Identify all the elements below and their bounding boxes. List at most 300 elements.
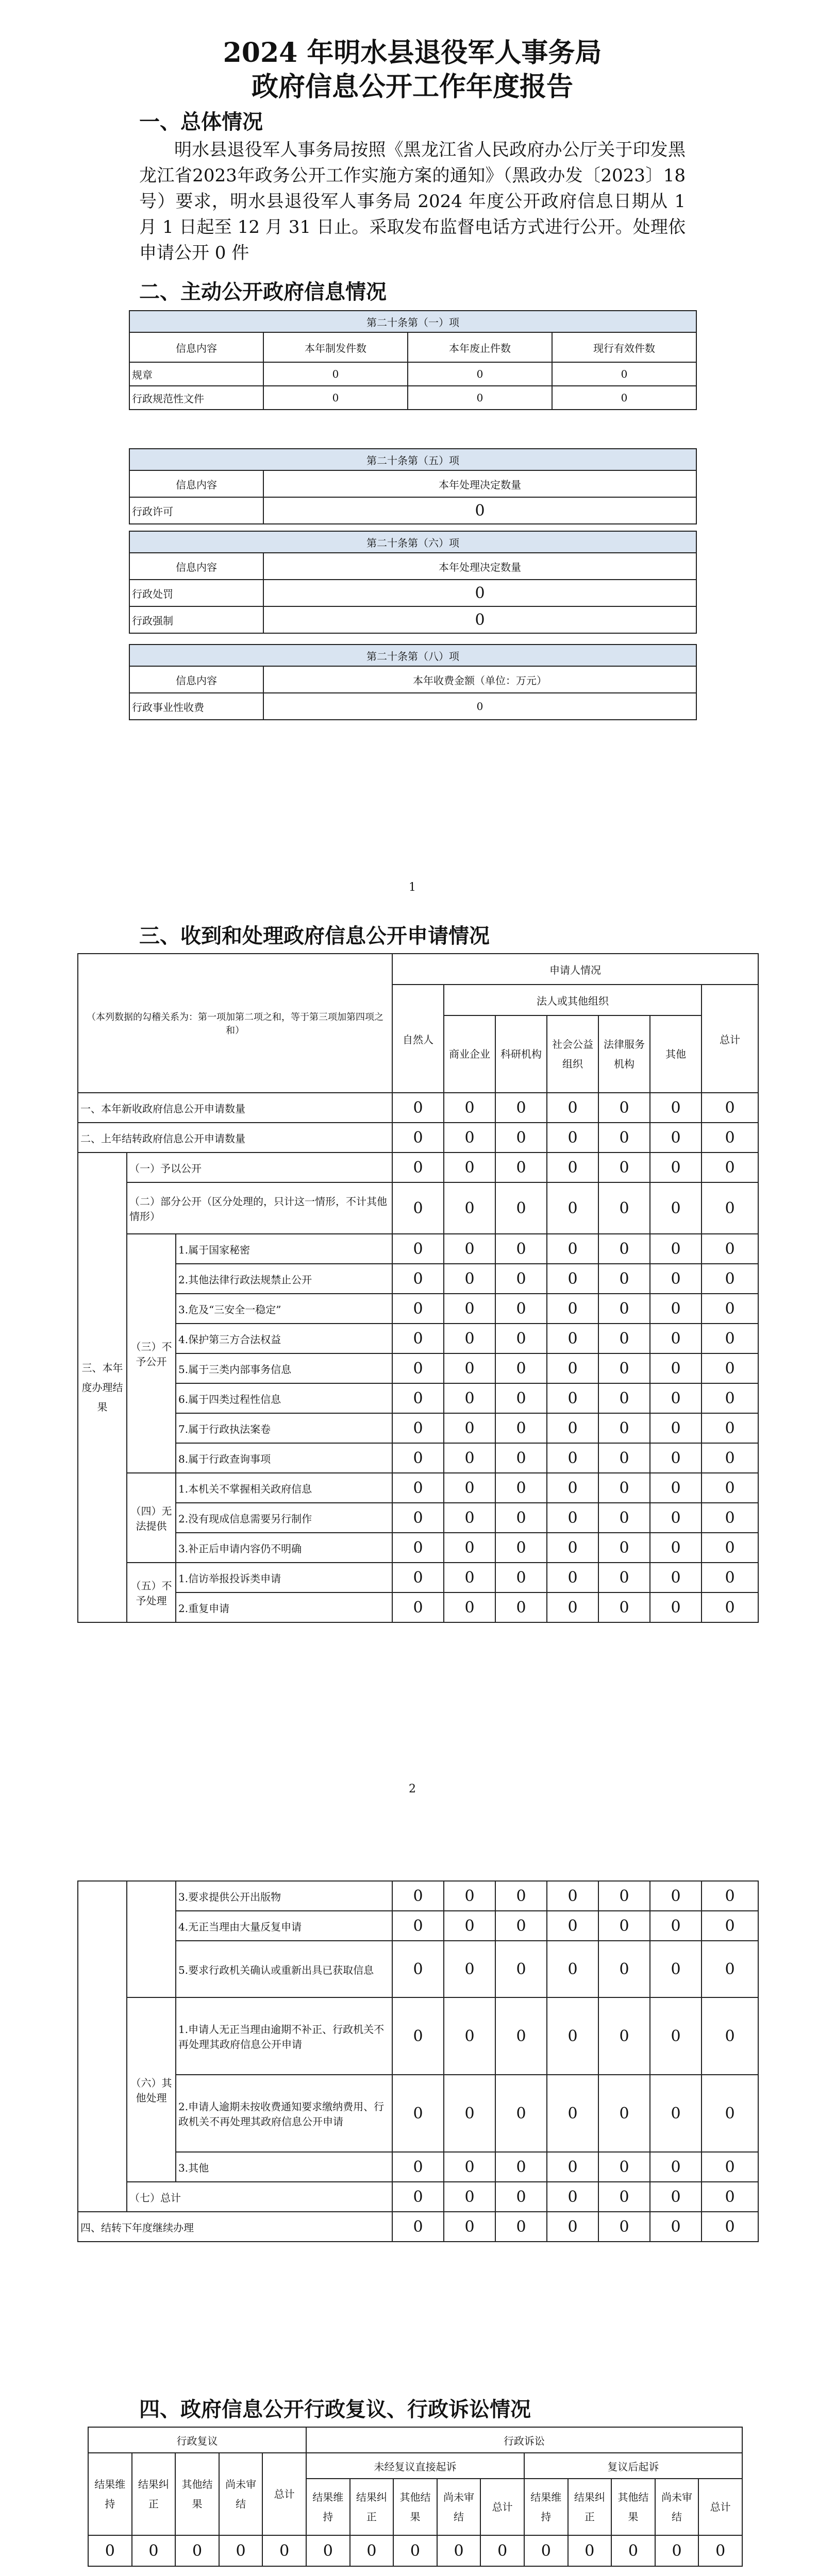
cell-value: 0: [495, 1413, 547, 1443]
cell-value: 0: [495, 1182, 547, 1234]
table-row: [78, 954, 758, 985]
subgroup-label: （六）其他处理: [127, 1997, 176, 2182]
col-header: 结果纠正: [350, 2479, 394, 2535]
cell-value: 0: [495, 1941, 547, 1997]
cell-value: 0: [650, 2212, 702, 2242]
cell-value: 0: [702, 1234, 758, 1264]
cell-value: 0: [547, 1911, 598, 1941]
cell-value: 0: [392, 1473, 444, 1503]
cell-value: 0: [702, 1592, 758, 1622]
cell-value: 0: [650, 1153, 702, 1182]
table-20-5: [129, 448, 697, 524]
cell-value: 0: [495, 2182, 547, 2212]
cell-value: 0: [263, 580, 696, 606]
row-label: 2.其他法律行政法规禁止公开: [176, 1264, 392, 1294]
cell-value: 0: [392, 1563, 444, 1592]
cell-value: 0: [495, 1383, 547, 1413]
cell-value: 0: [547, 1881, 598, 1911]
cell-value: 0: [598, 1563, 650, 1592]
table-20-6: [129, 531, 697, 634]
row-label: （七）总计: [127, 2182, 392, 2212]
table-title: 第二十条第（一）项: [129, 311, 696, 332]
row-label: 行政强制: [129, 606, 263, 633]
cell-value: 0: [547, 2212, 598, 2242]
col-header: 结果维持: [88, 2453, 132, 2535]
cell-value: 0: [444, 1264, 495, 1294]
row-label: 3.补正后申请内容仍不明确: [176, 1533, 392, 1563]
col-header: 其他结果: [611, 2479, 655, 2535]
cell-value: 0: [547, 1473, 598, 1503]
row-label: （一）予以公开: [127, 1153, 392, 1182]
row-label: 四、结转下年度继续办理: [78, 2212, 392, 2242]
col-header: 总计: [698, 2479, 742, 2535]
cell-value: 0: [444, 1533, 495, 1563]
row-label: 行政事业性收费: [129, 693, 263, 720]
cell-value: 0: [702, 1182, 758, 1234]
cell-value: 0: [702, 1324, 758, 1353]
row-label: （二）部分公开（区分处理的，只计这一情形，不计其他情形）: [127, 1182, 392, 1234]
cell-value: 0: [598, 1234, 650, 1264]
cell-value: 0: [444, 1353, 495, 1383]
cell-value: 0: [598, 2212, 650, 2242]
cell-value: 0: [650, 1353, 702, 1383]
cell-value: 0: [650, 1563, 702, 1592]
cell-value: 0: [495, 1353, 547, 1383]
table-row: [78, 2152, 758, 2182]
col-header: 本年废止件数: [408, 332, 552, 362]
cell-value: 0: [650, 1503, 702, 1533]
cell-value: 0: [392, 2075, 444, 2152]
col-header: 其他结果: [175, 2453, 219, 2535]
report-title-line2: 政府信息公开工作年度报告: [251, 71, 573, 103]
col-header: 本年处理决定数量: [263, 470, 696, 497]
cell-value: 0: [702, 2075, 758, 2152]
table-row: [78, 1413, 758, 1443]
cell-value: 0: [650, 1093, 702, 1123]
cell-value: 0: [650, 1911, 702, 1941]
cell-value: 0: [392, 1503, 444, 1533]
table-row: [78, 1881, 758, 1911]
cell-value: 0: [480, 2535, 524, 2566]
col-header: 总计: [702, 985, 758, 1093]
subgroup-label: （五）不予处理: [127, 1563, 176, 1622]
cell-value: 0: [547, 1413, 598, 1443]
cell-value: 0: [495, 1997, 547, 2075]
table-row: [78, 1443, 758, 1473]
row-label: 7.属于行政执法案卷: [176, 1413, 392, 1443]
cell-value: 0: [392, 1592, 444, 1622]
cell-value: 0: [132, 2535, 176, 2566]
cell-value: 0: [702, 1123, 758, 1153]
cell-value: 0: [392, 2182, 444, 2212]
cell-value: 0: [495, 1153, 547, 1182]
cell-value: 0: [495, 1563, 547, 1592]
cell-value: 0: [702, 2182, 758, 2212]
cell-value: 0: [598, 2075, 650, 2152]
cell-value: 0: [702, 1997, 758, 2075]
cell-value: 0: [495, 1473, 547, 1503]
cell-value: 0: [547, 1353, 598, 1383]
table-20-1: [129, 310, 697, 410]
col-header: 自然人: [392, 985, 444, 1093]
cell-value: 0: [263, 497, 696, 524]
cell-value: 0: [392, 1941, 444, 1997]
cell-value: 0: [444, 1443, 495, 1473]
table-row: [78, 1941, 758, 1997]
cell-value: 0: [650, 1997, 702, 2075]
cell-value: 0: [88, 2535, 132, 2566]
cell-value: 0: [547, 1234, 598, 1264]
cell-value: 0: [702, 1503, 758, 1533]
cell-value: 0: [598, 1353, 650, 1383]
row-label: 2.没有现成信息需要另行制作: [176, 1503, 392, 1533]
cell-value: 0: [650, 2182, 702, 2212]
cell-value: 0: [698, 2535, 742, 2566]
cell-value: 0: [495, 1503, 547, 1533]
row-label: 行政处罚: [129, 580, 263, 606]
cell-value: 0: [263, 386, 408, 410]
cell-value: 0: [392, 1353, 444, 1383]
row-label: 1.申请人无正当理由逾期不补正、行政机关不再处理其政府信息公开申请: [176, 1997, 392, 2075]
row-label: 3.危及“三安全一稳定”: [176, 1294, 392, 1324]
cell-value: 0: [702, 2152, 758, 2182]
cell-value: 0: [702, 1093, 758, 1123]
row-label: 5.属于三类内部事务信息: [176, 1353, 392, 1383]
table-review-litigation: [88, 2427, 743, 2567]
col-header: 信息内容: [129, 553, 263, 580]
cell-value: 0: [598, 1911, 650, 1941]
table-row: [78, 2212, 758, 2242]
row-label: 8.属于行政查询事项: [176, 1443, 392, 1473]
cell-value: 0: [650, 1324, 702, 1353]
cell-value: 0: [495, 1911, 547, 1941]
cell-value: 0: [263, 693, 696, 720]
cell-value: 0: [547, 1443, 598, 1473]
cell-value: 0: [392, 1533, 444, 1563]
cell-value: 0: [598, 2152, 650, 2182]
table-row: [78, 1324, 758, 1353]
cell-value: 0: [547, 1503, 598, 1533]
applicant-header: 申请人情况: [392, 954, 758, 985]
cell-value: 0: [408, 386, 552, 410]
cell-value: 0: [392, 1093, 444, 1123]
cell-value: 0: [444, 1324, 495, 1353]
row-label: 1.属于国家秘密: [176, 1234, 392, 1264]
cell-value: 0: [495, 2152, 547, 2182]
row-label: 规章: [129, 362, 263, 386]
table-row: [78, 1353, 758, 1383]
cell-value: 0: [444, 1911, 495, 1941]
cell-value: 0: [444, 1881, 495, 1911]
page-3: [0, 1844, 818, 2576]
cell-value: 0: [552, 386, 696, 410]
col-header: 现行有效件数: [552, 332, 696, 362]
table-row: [88, 2535, 742, 2566]
col-header: 结果维持: [524, 2479, 568, 2535]
cell-value: 0: [263, 606, 696, 633]
cell-value: 0: [495, 2212, 547, 2242]
row-label: 1.信访举报投诉类申请: [176, 1563, 392, 1592]
table-row: [88, 2453, 742, 2479]
cell-value: 0: [495, 1592, 547, 1622]
direct-litigation-header: 未经复议直接起诉: [306, 2453, 524, 2479]
cell-value: 0: [650, 1234, 702, 1264]
cell-value: 0: [437, 2535, 481, 2566]
cell-value: 0: [552, 362, 696, 386]
cell-value: 0: [495, 1093, 547, 1123]
cell-value: 0: [702, 1153, 758, 1182]
cell-value: 0: [175, 2535, 219, 2566]
col-header: 总计: [262, 2453, 306, 2535]
col-header: 本年制发件数: [263, 332, 408, 362]
cell-value: 0: [702, 1294, 758, 1324]
cell-value: 0: [702, 1383, 758, 1413]
cell-value: 0: [611, 2535, 655, 2566]
table-row: [78, 1563, 758, 1592]
row-label: 2.申请人逾期未按收费通知要求缴纳费用、行政机关不再处理其政府信息公开申请: [176, 2075, 392, 2152]
row-label: 行政规范性文件: [129, 386, 263, 410]
cell-value: 0: [650, 1881, 702, 1911]
section-2-heading: 二、主动公开政府信息情况: [139, 280, 387, 304]
cell-value: 0: [444, 1383, 495, 1413]
corner-note: （本列数据的勾稽关系为：第一项加第二项之和，等于第三项加第四项之和）: [78, 954, 392, 1093]
cell-value: 0: [444, 2152, 495, 2182]
cell-value: 0: [598, 1473, 650, 1503]
cell-value: 0: [495, 1324, 547, 1353]
cell-value: 0: [392, 1123, 444, 1153]
cell-value: 0: [655, 2535, 699, 2566]
cell-value: 0: [392, 1911, 444, 1941]
section-1-heading: 一、总体情况: [139, 110, 263, 134]
row-label: 6.属于四类过程性信息: [176, 1383, 392, 1413]
cell-value: 0: [650, 1123, 702, 1153]
cell-value: 0: [702, 2212, 758, 2242]
cell-value: 0: [598, 1941, 650, 1997]
cell-value: 0: [392, 1413, 444, 1443]
col-header: 社会公益组织: [547, 1015, 598, 1093]
cell-value: 0: [598, 1093, 650, 1123]
cell-value: 0: [598, 1881, 650, 1911]
cell-value: 0: [702, 1941, 758, 1997]
row-label: 4.无正当理由大量反复申请: [176, 1911, 392, 1941]
cell-value: 0: [495, 2075, 547, 2152]
litigation-header: 行政诉讼: [306, 2427, 742, 2453]
col-header: 尚未审结: [655, 2479, 699, 2535]
cell-value: 0: [547, 2182, 598, 2212]
table-row: [78, 1997, 758, 2075]
cell-value: 0: [263, 362, 408, 386]
cell-value: 0: [547, 1264, 598, 1294]
col-header: 结果纠正: [132, 2453, 176, 2535]
cell-value: 0: [650, 2075, 702, 2152]
cell-value: 0: [219, 2535, 263, 2566]
table-row: [78, 1153, 758, 1182]
section-4-heading: 四、政府信息公开行政复议、行政诉讼情况: [139, 2397, 531, 2421]
cell-value: 0: [650, 1182, 702, 1234]
cell-value: 0: [444, 1503, 495, 1533]
cell-value: 0: [392, 1153, 444, 1182]
cell-value: 0: [547, 1533, 598, 1563]
table-title: 第二十条第（五）项: [129, 449, 696, 470]
col-header: 总计: [480, 2479, 524, 2535]
cell-value: 0: [392, 1234, 444, 1264]
table-row: [78, 1264, 758, 1294]
cell-value: 0: [702, 1443, 758, 1473]
group-label: 三、本年度办理结果: [78, 1153, 127, 1622]
cell-value: 0: [547, 1182, 598, 1234]
cell-value: 0: [650, 1413, 702, 1443]
cell-value: 0: [650, 1264, 702, 1294]
subgroup-label-continued: [127, 1881, 176, 1997]
cell-value: 0: [393, 2535, 437, 2566]
cell-value: 0: [444, 1413, 495, 1443]
cell-value: 0: [702, 1881, 758, 1911]
cell-value: 0: [444, 1563, 495, 1592]
cell-value: 0: [598, 1443, 650, 1473]
cell-value: 0: [444, 2182, 495, 2212]
row-label: 1.本机关不掌握相关政府信息: [176, 1473, 392, 1503]
cell-value: 0: [495, 1443, 547, 1473]
cell-value: 0: [524, 2535, 568, 2566]
table-row: [78, 2075, 758, 2152]
col-header: 结果纠正: [568, 2479, 612, 2535]
row-label: 3.其他: [176, 2152, 392, 2182]
cell-value: 0: [495, 1264, 547, 1294]
cell-value: 0: [598, 1592, 650, 1622]
cell-value: 0: [702, 1563, 758, 1592]
cell-value: 0: [495, 1234, 547, 1264]
cell-value: 0: [650, 1294, 702, 1324]
cell-value: 0: [547, 1383, 598, 1413]
page-1: [0, 0, 818, 917]
cell-value: 0: [392, 1443, 444, 1473]
cell-value: 0: [306, 2535, 350, 2566]
cell-value: 0: [702, 1413, 758, 1443]
table-applications-part2: [77, 1880, 759, 2242]
cell-value: 0: [598, 1413, 650, 1443]
cell-value: 0: [702, 1473, 758, 1503]
cell-value: 0: [547, 1153, 598, 1182]
cell-value: 0: [598, 1503, 650, 1533]
subgroup-label: （三）不予公开: [127, 1234, 176, 1473]
cell-value: 0: [598, 1294, 650, 1324]
cell-value: 0: [495, 1294, 547, 1324]
cell-value: 0: [444, 1182, 495, 1234]
page-number: 2: [409, 1783, 416, 1795]
cell-value: 0: [444, 2075, 495, 2152]
col-header: 本年处理决定数量: [263, 553, 696, 580]
cell-value: 0: [547, 1093, 598, 1123]
cell-value: 0: [702, 1353, 758, 1383]
section-3-heading: 三、收到和处理政府信息公开申请情况: [139, 924, 490, 948]
cell-value: 0: [650, 1473, 702, 1503]
cell-value: 0: [392, 1182, 444, 1234]
cell-value: 0: [392, 2152, 444, 2182]
cell-value: 0: [392, 1881, 444, 1911]
table-20-8: [129, 644, 697, 720]
table-row: [78, 1503, 758, 1533]
cell-value: 0: [392, 1324, 444, 1353]
table-row: [78, 1182, 758, 1234]
page-number: 1: [409, 881, 416, 894]
cell-value: 0: [444, 1592, 495, 1622]
col-header: 法律服务机构: [598, 1015, 650, 1093]
cell-value: 0: [650, 2152, 702, 2182]
cell-value: 0: [392, 1383, 444, 1413]
cell-value: 0: [598, 1153, 650, 1182]
cell-value: 0: [444, 1941, 495, 1997]
group-label-continued: [78, 1881, 127, 2212]
subgroup-label: （四）无法提供: [127, 1473, 176, 1563]
cell-value: 0: [495, 1533, 547, 1563]
cell-value: 0: [350, 2535, 394, 2566]
col-header: 科研机构: [495, 1015, 547, 1093]
table-row: [78, 2182, 758, 2212]
cell-value: 0: [598, 1997, 650, 2075]
cell-value: 0: [547, 1563, 598, 1592]
table-title: 第二十条第（八）项: [129, 645, 696, 666]
row-label: 2.重复申请: [176, 1592, 392, 1622]
table-applications-part1: [77, 953, 759, 1623]
cell-value: 0: [650, 1941, 702, 1997]
cell-value: 0: [702, 1911, 758, 1941]
section-1-body: 明水县退役军人事务局按照《黑龙江省人民政府办公厅关于印发黑龙江省2023年政务公开工作实施方案的通知》（黑政办发〔2023〕18 号）要求，明水县退役军人事务局 2024 年度公开政府信息日期从 1 月 1 日起至 12 月 31 日止。采取发布监督电话方式进行公开。处理依申请公开 0 件: [139, 140, 686, 263]
table-row: [78, 1234, 758, 1264]
col-header: 本年收费金额（单位：万元）: [263, 666, 696, 693]
cell-value: 0: [547, 1592, 598, 1622]
row-label: 一、本年新收政府信息公开申请数量: [78, 1093, 392, 1123]
review-header: 行政复议: [88, 2427, 306, 2453]
report-title-line1: 2024 年明水县退役军人事务局: [223, 37, 602, 69]
row-label: 5.要求行政机关确认或重新出具已获取信息: [176, 1941, 392, 1997]
cell-value: 0: [547, 2075, 598, 2152]
cell-value: 0: [408, 362, 552, 386]
col-header: 其他结果: [393, 2479, 437, 2535]
col-header: 尚未审结: [437, 2479, 481, 2535]
col-header: 信息内容: [129, 666, 263, 693]
col-header: 其他: [650, 1015, 702, 1093]
cell-value: 0: [392, 1294, 444, 1324]
col-header: 商业企业: [444, 1015, 495, 1093]
cell-value: 0: [444, 1123, 495, 1153]
col-header: 尚未审结: [219, 2453, 263, 2535]
cell-value: 0: [598, 1264, 650, 1294]
cell-value: 0: [598, 2182, 650, 2212]
table-row: [88, 2427, 742, 2453]
col-header: 信息内容: [129, 332, 263, 362]
col-header: 结果维持: [306, 2479, 350, 2535]
row-label: 3.要求提供公开出版物: [176, 1881, 392, 1911]
cell-value: 0: [547, 1294, 598, 1324]
cell-value: 0: [702, 1264, 758, 1294]
cell-value: 0: [444, 1093, 495, 1123]
col-header: 信息内容: [129, 470, 263, 497]
table-title: 第二十条第（六）项: [129, 531, 696, 553]
table-row: [78, 1533, 758, 1563]
cell-value: 0: [650, 1443, 702, 1473]
cell-value: 0: [650, 1592, 702, 1622]
table-row: [78, 1093, 758, 1123]
cell-value: 0: [444, 2212, 495, 2242]
cell-value: 0: [598, 1324, 650, 1353]
table-row: [78, 1473, 758, 1503]
cell-value: 0: [495, 1881, 547, 1911]
cell-value: 0: [262, 2535, 306, 2566]
cell-value: 0: [444, 1473, 495, 1503]
cell-value: 0: [392, 1997, 444, 2075]
legal-entity-header: 法人或其他组织: [444, 985, 702, 1015]
cell-value: 0: [547, 1123, 598, 1153]
